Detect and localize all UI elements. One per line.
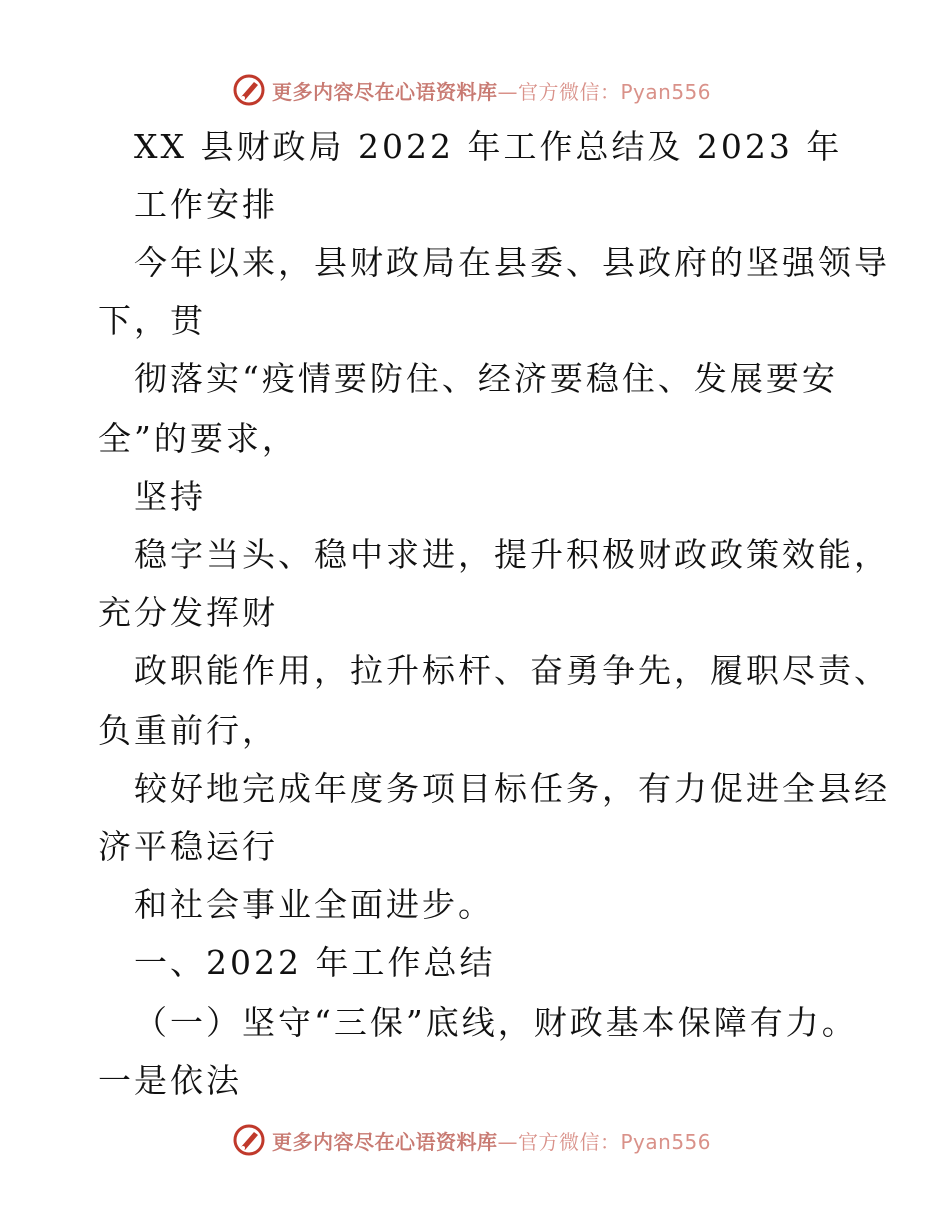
doc-title-line-1: XX 县财政局 2022 年工作总结及 2023 年 <box>134 127 843 166</box>
watermark-text: 更多内容尽在心语资料库 <box>272 1129 498 1154</box>
doc-line: 一是依法 <box>98 1061 242 1100</box>
doc-line: 较好地完成年度务项目标任务，有力促进全县经 <box>134 769 890 808</box>
doc-line: 彻落实“疫情要防住、经济要稳住、发展要安 <box>134 359 838 398</box>
header-watermark <box>232 72 711 108</box>
section-heading: 一、2022 年工作总结 <box>134 943 496 982</box>
doc-line: 全”的要求， <box>98 419 298 458</box>
doc-line: 坚持 <box>134 477 206 516</box>
doc-line: 下，贯 <box>98 301 206 340</box>
doc-line: 济平稳运行 <box>98 827 278 866</box>
doc-title-line-2: 工作安排 <box>134 185 278 224</box>
footer-watermark <box>232 1122 711 1158</box>
pen-circle-logo-icon <box>232 1123 266 1157</box>
subsection-heading: （一）坚守“三保”底线，财政基本保障有力。 <box>134 1003 858 1042</box>
doc-line: 负重前行， <box>98 711 278 750</box>
pen-circle-logo-icon <box>232 73 266 107</box>
doc-line: 政职能作用，拉升标杆、奋勇争先，履职尽责、 <box>134 651 890 690</box>
doc-line: 充分发挥财 <box>98 593 278 632</box>
watermark-suffix: —官方微信：Pyan556 <box>497 1129 712 1154</box>
watermark-suffix: —官方微信：Pyan556 <box>497 79 712 104</box>
doc-line: 稳字当头、稳中求进，提升积极财政政策效能， <box>134 535 890 574</box>
doc-line: 和社会事业全面进步。 <box>134 885 494 924</box>
doc-line: 今年以来，县财政局在县委、县政府的坚强领导 <box>134 243 890 282</box>
watermark-text: 更多内容尽在心语资料库 <box>272 79 498 104</box>
